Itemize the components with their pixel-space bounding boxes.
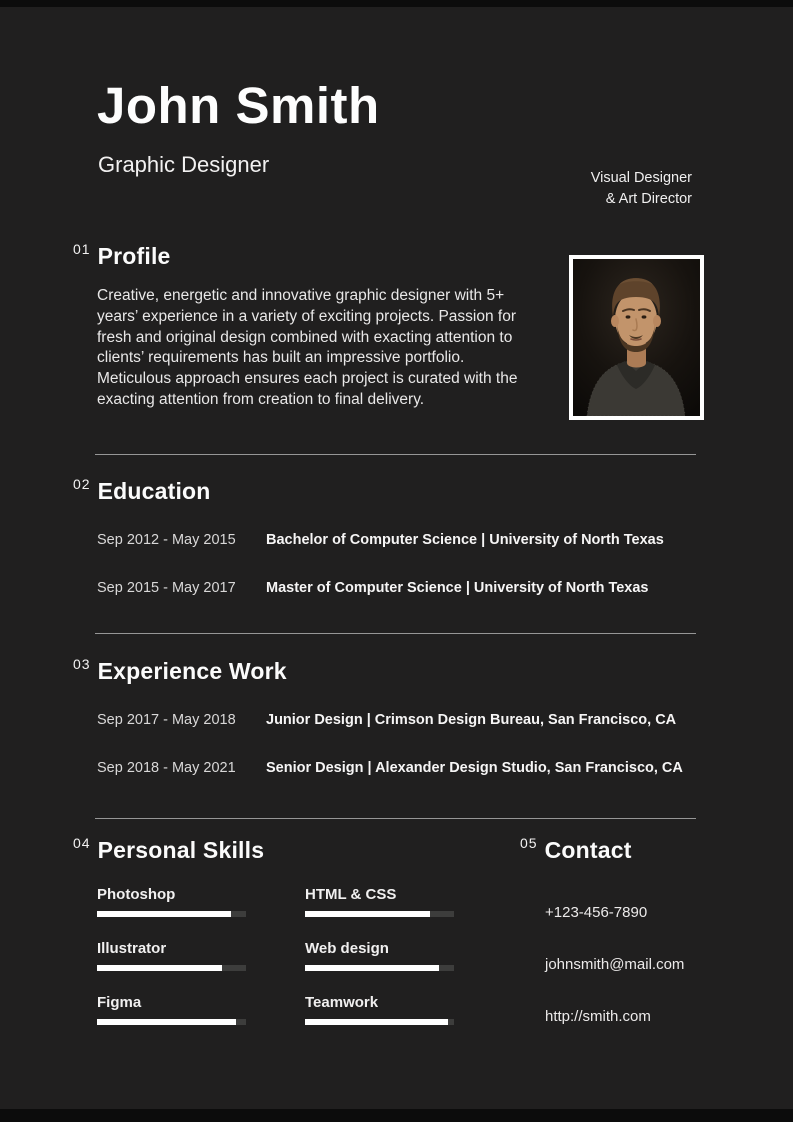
portrait-photo-illustration: [573, 259, 700, 416]
skill-item: [97, 940, 246, 971]
contact-website: http://smith.com: [545, 1008, 651, 1025]
section-experience-heading: [73, 658, 683, 685]
person-subtitle: [591, 168, 692, 210]
education-dates: Sep 2012 - May 2015: [97, 532, 236, 548]
experience-entry: [97, 712, 683, 728]
education-description: Master of Computer Science | University of North Texas: [266, 580, 649, 596]
section-title: Profile: [97, 243, 171, 269]
section-number: 02: [73, 476, 91, 492]
person-role: Graphic Designer: [98, 152, 270, 177]
divider: [95, 454, 696, 455]
skills-column-right: [305, 886, 454, 1048]
section-number: 05: [520, 835, 538, 851]
top-edge-bar: [0, 0, 793, 7]
portrait-photo: [569, 255, 704, 420]
skill-bar-fill: [97, 911, 231, 917]
section-skills: [73, 837, 454, 1048]
education-entry: [97, 580, 664, 596]
section-education-heading: [73, 478, 664, 505]
skill-item: [305, 994, 454, 1025]
section-title: Education: [97, 478, 211, 504]
skill-bar-fill: [305, 965, 439, 971]
skill-bar-track: [97, 1019, 246, 1025]
skill-bar-track: [305, 1019, 454, 1025]
skill-item: [97, 994, 246, 1025]
skill-item: [97, 886, 246, 917]
skill-label: HTML & CSS: [305, 886, 397, 903]
skills-grid: [97, 886, 454, 1048]
section-title: Personal Skills: [97, 837, 265, 863]
section-title: Contact: [544, 837, 632, 863]
skill-bar-fill: [305, 1019, 448, 1025]
skill-label: Photoshop: [97, 886, 176, 903]
section-profile: [73, 243, 553, 411]
skill-item: [305, 940, 454, 971]
skill-bar-track: [97, 965, 246, 971]
section-contact: [520, 837, 684, 1025]
skill-bar-fill: [305, 911, 430, 917]
experience-description: Junior Design | Crimson Design Bureau, San Francisco, CA: [266, 712, 677, 728]
section-experience: [73, 658, 683, 776]
section-number: 04: [73, 835, 91, 851]
experience-dates: Sep 2017 - May 2018: [97, 712, 236, 728]
skill-bar-track: [305, 911, 454, 917]
skills-column-left: [97, 886, 246, 1048]
skill-label: Teamwork: [305, 994, 379, 1011]
skill-bar-fill: [97, 1019, 236, 1025]
person-subtitle-line2: & Art Director: [605, 191, 692, 207]
education-dates: Sep 2015 - May 2017: [97, 580, 236, 596]
section-skills-heading: [73, 837, 454, 864]
experience-dates: Sep 2018 - May 2021: [97, 760, 236, 776]
experience-entry: [97, 760, 683, 776]
contact-phone: +123-456-7890: [545, 904, 648, 921]
bottom-edge-bar: [0, 1109, 793, 1122]
skill-label: Figma: [97, 994, 142, 1011]
skill-bar-track: [305, 965, 454, 971]
contact-email: johnsmith@mail.com: [545, 956, 685, 973]
section-education: [73, 478, 664, 596]
person-name: John Smith: [97, 77, 380, 134]
section-title: Experience Work: [97, 658, 287, 684]
education-entry: [97, 532, 664, 548]
education-description: Bachelor of Computer Science | University of North Texas: [266, 532, 664, 548]
section-number: 03: [73, 656, 91, 672]
section-number: 01: [73, 241, 91, 257]
experience-description: Senior Design | Alexander Design Studio, San Francisco, CA: [266, 760, 683, 776]
divider: [95, 818, 696, 819]
profile-text: Creative, energetic and innovative graphic designer with 5+ years’ experience in a variety of exciting projects. Passion for fresh and original design combined with exacting attention to clients’ requirements has built an impressive portfolio. Meticulous approach ensures each project is curated with the exacting attention from creation to final delivery.: [97, 287, 518, 408]
section-contact-heading: [520, 837, 684, 864]
person-subtitle-line1: Visual Designer: [590, 170, 692, 186]
skill-label: Web design: [305, 940, 389, 957]
section-profile-heading: [73, 243, 553, 270]
skill-bar-track: [97, 911, 246, 917]
skill-bar-fill: [97, 965, 222, 971]
divider: [95, 633, 696, 634]
skill-item: [305, 886, 454, 917]
skill-label: Illustrator: [97, 940, 167, 957]
